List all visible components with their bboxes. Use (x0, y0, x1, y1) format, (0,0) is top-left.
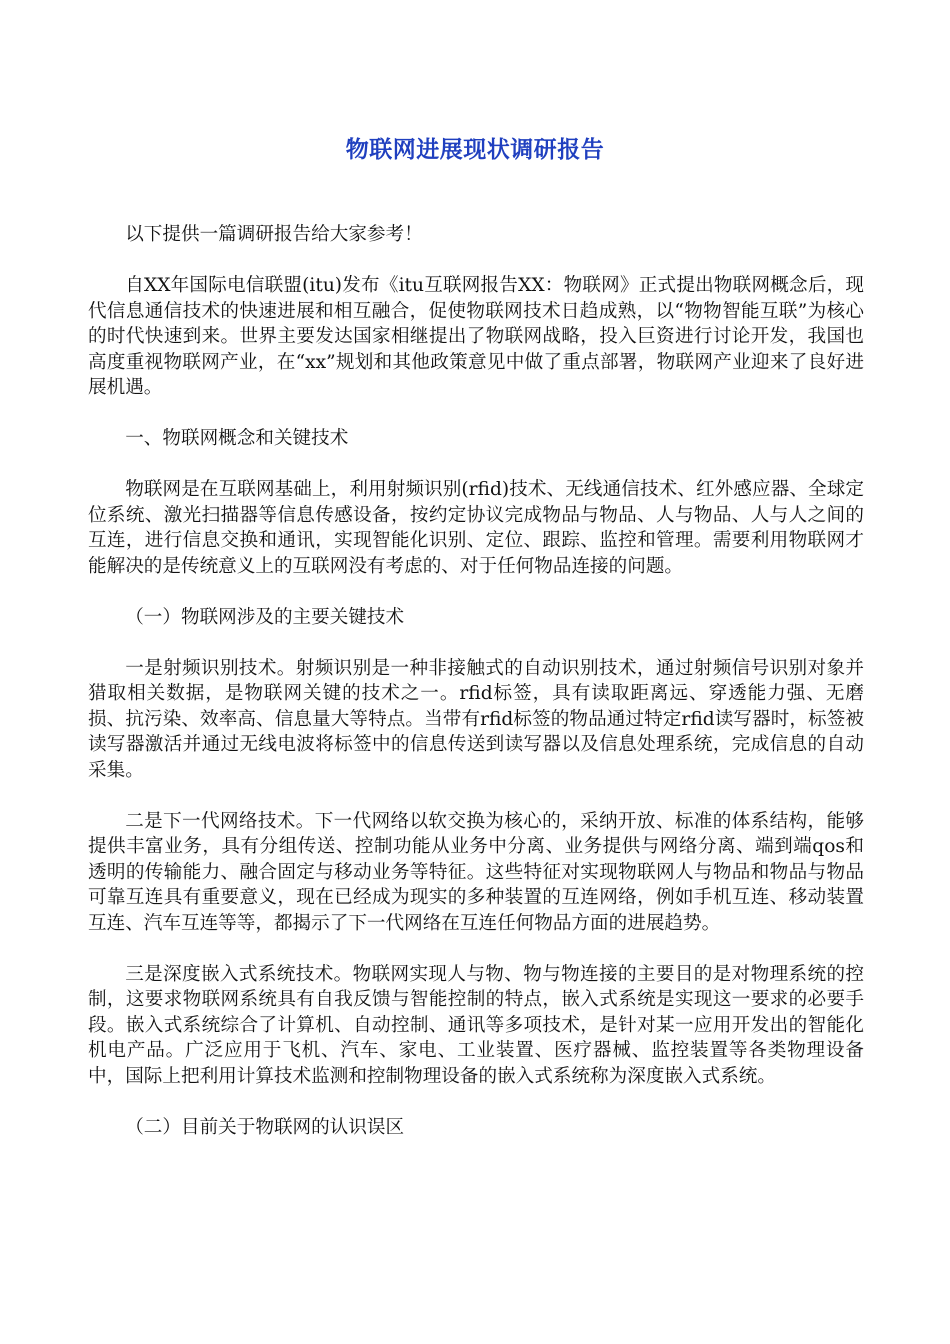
subsection-heading-misconceptions: （二）目前关于物联网的认识误区 (125, 1116, 405, 1138)
document-body (88, 222, 864, 1166)
definition-paragraph: 物联网是在互联网基础上，利用射频识别(rfid)技术、无线通信技术、红外感应器、全球定位系统、激光扫描器等信息传感设备，按约定协议完成物品与物品、人与物品、人与人之间的互连，进行信息交换和通讯，实现智能化识别、定位、跟踪、监控和管理。需要利用物联网才能解决的是传统意义上的互联网没有考虑的、对于任何物品连接的问题。 (88, 479, 864, 577)
rfid-paragraph: 一是射频识别技术。射频识别是一种非接触式的自动识别技术，通过射频信号识别对象并猎取相关数据，是物联网关键的技术之一。rfid标签，具有读取距离远、穿透能力强、无磨损、抗污染、效率高、信息量大等特点。当带有rfid标签的物品通过特定rfid读写器时，标签被读写器激活并通过无线电波将标签中的信息传送到读写器以及信息处理系统，完成信息的自动采集。 (88, 657, 864, 781)
embedded-paragraph: 三是深度嵌入式系统技术。物联网实现人与物、物与物连接的主要目的是对物理系统的控制，这要求物联网系统具有自我反馈与智能控制的特点，嵌入式系统是实现这一要求的必要手段。嵌入式系统综合了计算机、自动控制、通讯等多项技术，是针对某一应用开发出的智能化机电产品。广泛应用于飞机、汽车、家电、工业装置、医疗器械、监控装置等各类物理设备中，国际上把利用计算技术监测和控制物理设备的嵌入式系统称为深度嵌入式系统。 (88, 963, 864, 1087)
section-heading-concept: 一、物联网概念和关键技术 (125, 428, 349, 449)
intro-paragraph: 以下提供一篇调研报告给大家参考！ (125, 224, 423, 245)
document-title: 物联网进展现状调研报告 (345, 137, 605, 163)
ngn-paragraph: 二是下一代网络技术。下一代网络以软交换为核心的，采纳开放、标准的体系结构，能够提供丰富业务，具有分组传送、控制功能从业务中分离、业务提供与网络分离、端到端qos和透明的传输能力、融合固定与移动业务等特征。这些特征对实现物联网人与物品和物品与物品可靠互连具有重要意义，现在已经成为现实的多种装置的互连网络，例如手机互连、移动装置互连、汽车互连等等，都揭示了下一代网络在互连任何物品方面的进展趋势。 (88, 810, 864, 934)
subsection-heading-key-tech: （一）物联网涉及的主要关键技术 (125, 606, 405, 628)
background-paragraph: 自XX年国际电信联盟(itu)发布《itu互联网报告XX：物联网》正式提出物联网概念后，现代信息通信技术的快速进展和相互融合，促使物联网技术日趋成熟，以“物物智能互联”为核心的时代快速到来。世界主要发达国家相继提出了物联网战略，投入巨资进行讨论开发，我国也高度重视物联网产业，在“xx”规划和其他政策意见中做了重点部署，物联网产业迎来了良好进展机遇。 (88, 275, 864, 398)
